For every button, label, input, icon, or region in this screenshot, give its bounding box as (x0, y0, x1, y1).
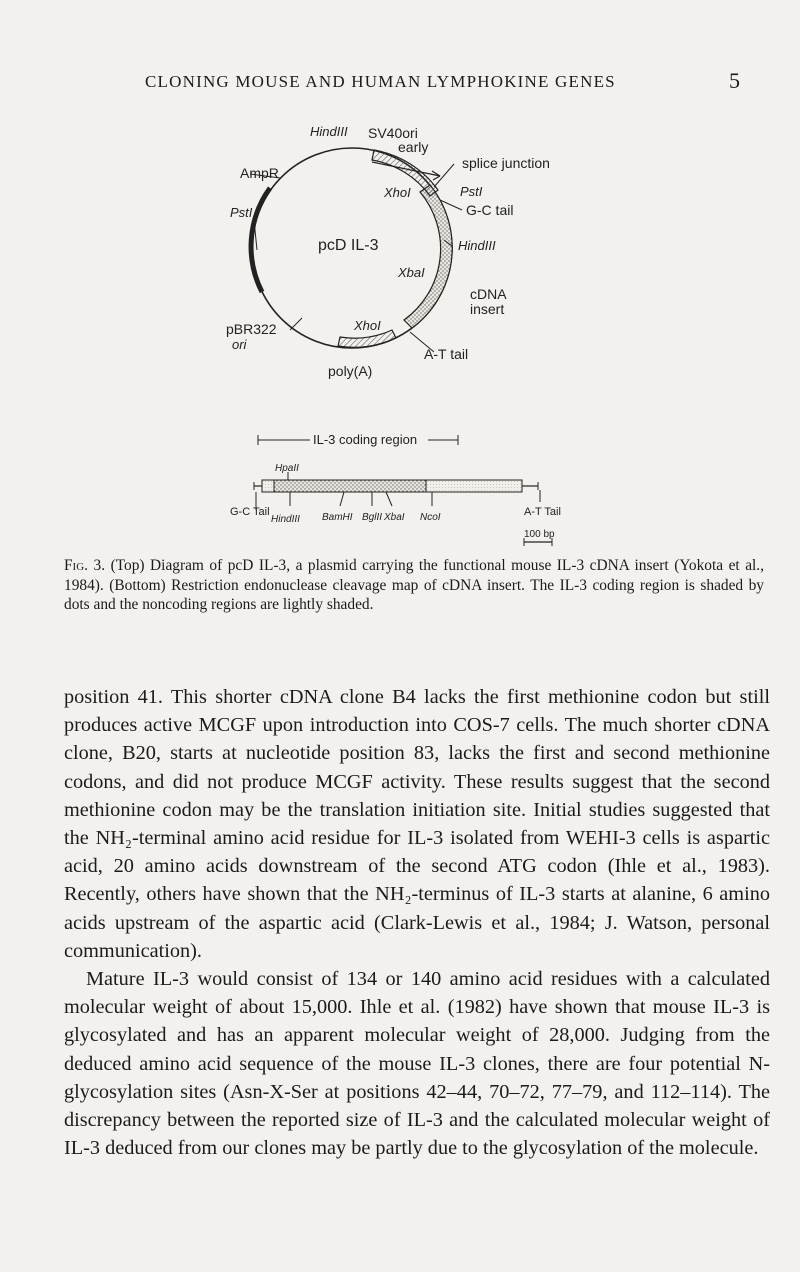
figure-label: Fig. 3. (64, 557, 106, 574)
psti-right-label: PstI (460, 184, 483, 199)
ncoi-label: NcoI (420, 512, 441, 523)
paragraph-1: position 41. This shorter cDNA clone B4 lacks the first methionine codon but still produces active MCGF upon introduction into COS-7 cells. The much shorter cDNA clone, B20, starts at nucleotide position 83, lacks the first and second methionine codons, and did not produce MCGF activity. These results suggest that the second methionine codon may be the translation initiation site. Initial studies suggested that the NH₂-terminal amino acid residue for IL-3 isolated from WEHI-3 cells is aspartic acid, 20 amino acids downstream of the second ATG codon (Ihle et al., 1983). Recently, others have shown that the NH₂-terminus of IL-3 starts at alanine, 6 amino acids upstream of the aspartic acid (Clark-Lewis et al., 1984; J. Watson, personal communication). (64, 686, 770, 962)
bglii-label: BglII (362, 512, 383, 523)
xbai-map-label: XbaI (384, 512, 405, 523)
psti-left-label: PstI (230, 205, 253, 220)
caption-text: (Top) Diagram of pcD IL-3, a plasmid carrying the functional mouse IL-3 cDNA insert (Yokota et al., 1984). (Bottom) Restriction endonuclease cleavage map of cDNA insert. The IL-3 coding region is shaded by dots and the noncoding regions are lightly shaded. (64, 557, 764, 614)
splice-junction-label: splice junction (462, 155, 550, 171)
hpaii-label: HpaII (275, 463, 299, 474)
ampr-segment (251, 188, 270, 292)
hindiii-map-label: HindIII (271, 514, 300, 525)
running-title: CLONING MOUSE AND HUMAN LYMPHOKINE GENES (145, 72, 616, 91)
early-label: early (398, 139, 429, 155)
bamhi-label: BamHI (322, 512, 353, 523)
scale-bar-label: 100 bp (524, 529, 555, 540)
pcd-il3-label: pcD IL-3 (318, 237, 379, 254)
gc-tail-map-label: G-C Tail (230, 506, 270, 518)
figure-3 (0, 0, 800, 560)
xhoi-top-label: XhoI (384, 185, 411, 200)
paragraph-2: Mature IL-3 would consist of 134 or 140 amino acid residues with a calculated molecular weight of about 15,000. Ihle et al. (1982) have shown that mouse IL-3 is glycosylated and has an apparent molecular weight of 28,000. Judging from the deduced amino acid sequence of the mouse IL-3 clones, there are four potential N-glycosylation sites (Asn-X-Ser at positions 42–44, 70–72, 77–79, and 112–114). The discrepancy between the reported size of IL-3 and the calculated molecular weight of IL-3 deduced from our clones may be partly due to the glycosylation of the molecule. (64, 968, 770, 1160)
ori-label: ori (232, 337, 247, 352)
body-text (64, 683, 770, 1162)
polya-label: poly(A) (328, 363, 373, 379)
cdna-insert-segment (404, 185, 452, 328)
gc-tail-label: G-C tail (466, 202, 514, 218)
coding-region-label: IL-3 coding region (313, 432, 418, 447)
hindiii-right-label: HindIII (458, 238, 496, 253)
pbr322-label: pBR322 (226, 321, 277, 337)
xbai-label: XbaI (398, 265, 425, 280)
sv40ori-label: SV40ori (368, 125, 418, 141)
cdna-label: cDNA (470, 286, 507, 302)
hindiii-top-label: HindIII (310, 124, 348, 139)
at-tail-label: A-T tail (424, 346, 469, 362)
at-tail-map-label: A-T Tail (524, 506, 561, 518)
insert-label: insert (470, 301, 505, 317)
ampr-label: AmpR (240, 165, 279, 181)
page-number: 5 (729, 68, 740, 93)
figure-caption (64, 556, 764, 615)
xhoi-bottom-label: XhoI (354, 318, 381, 333)
restriction-map (254, 432, 552, 546)
